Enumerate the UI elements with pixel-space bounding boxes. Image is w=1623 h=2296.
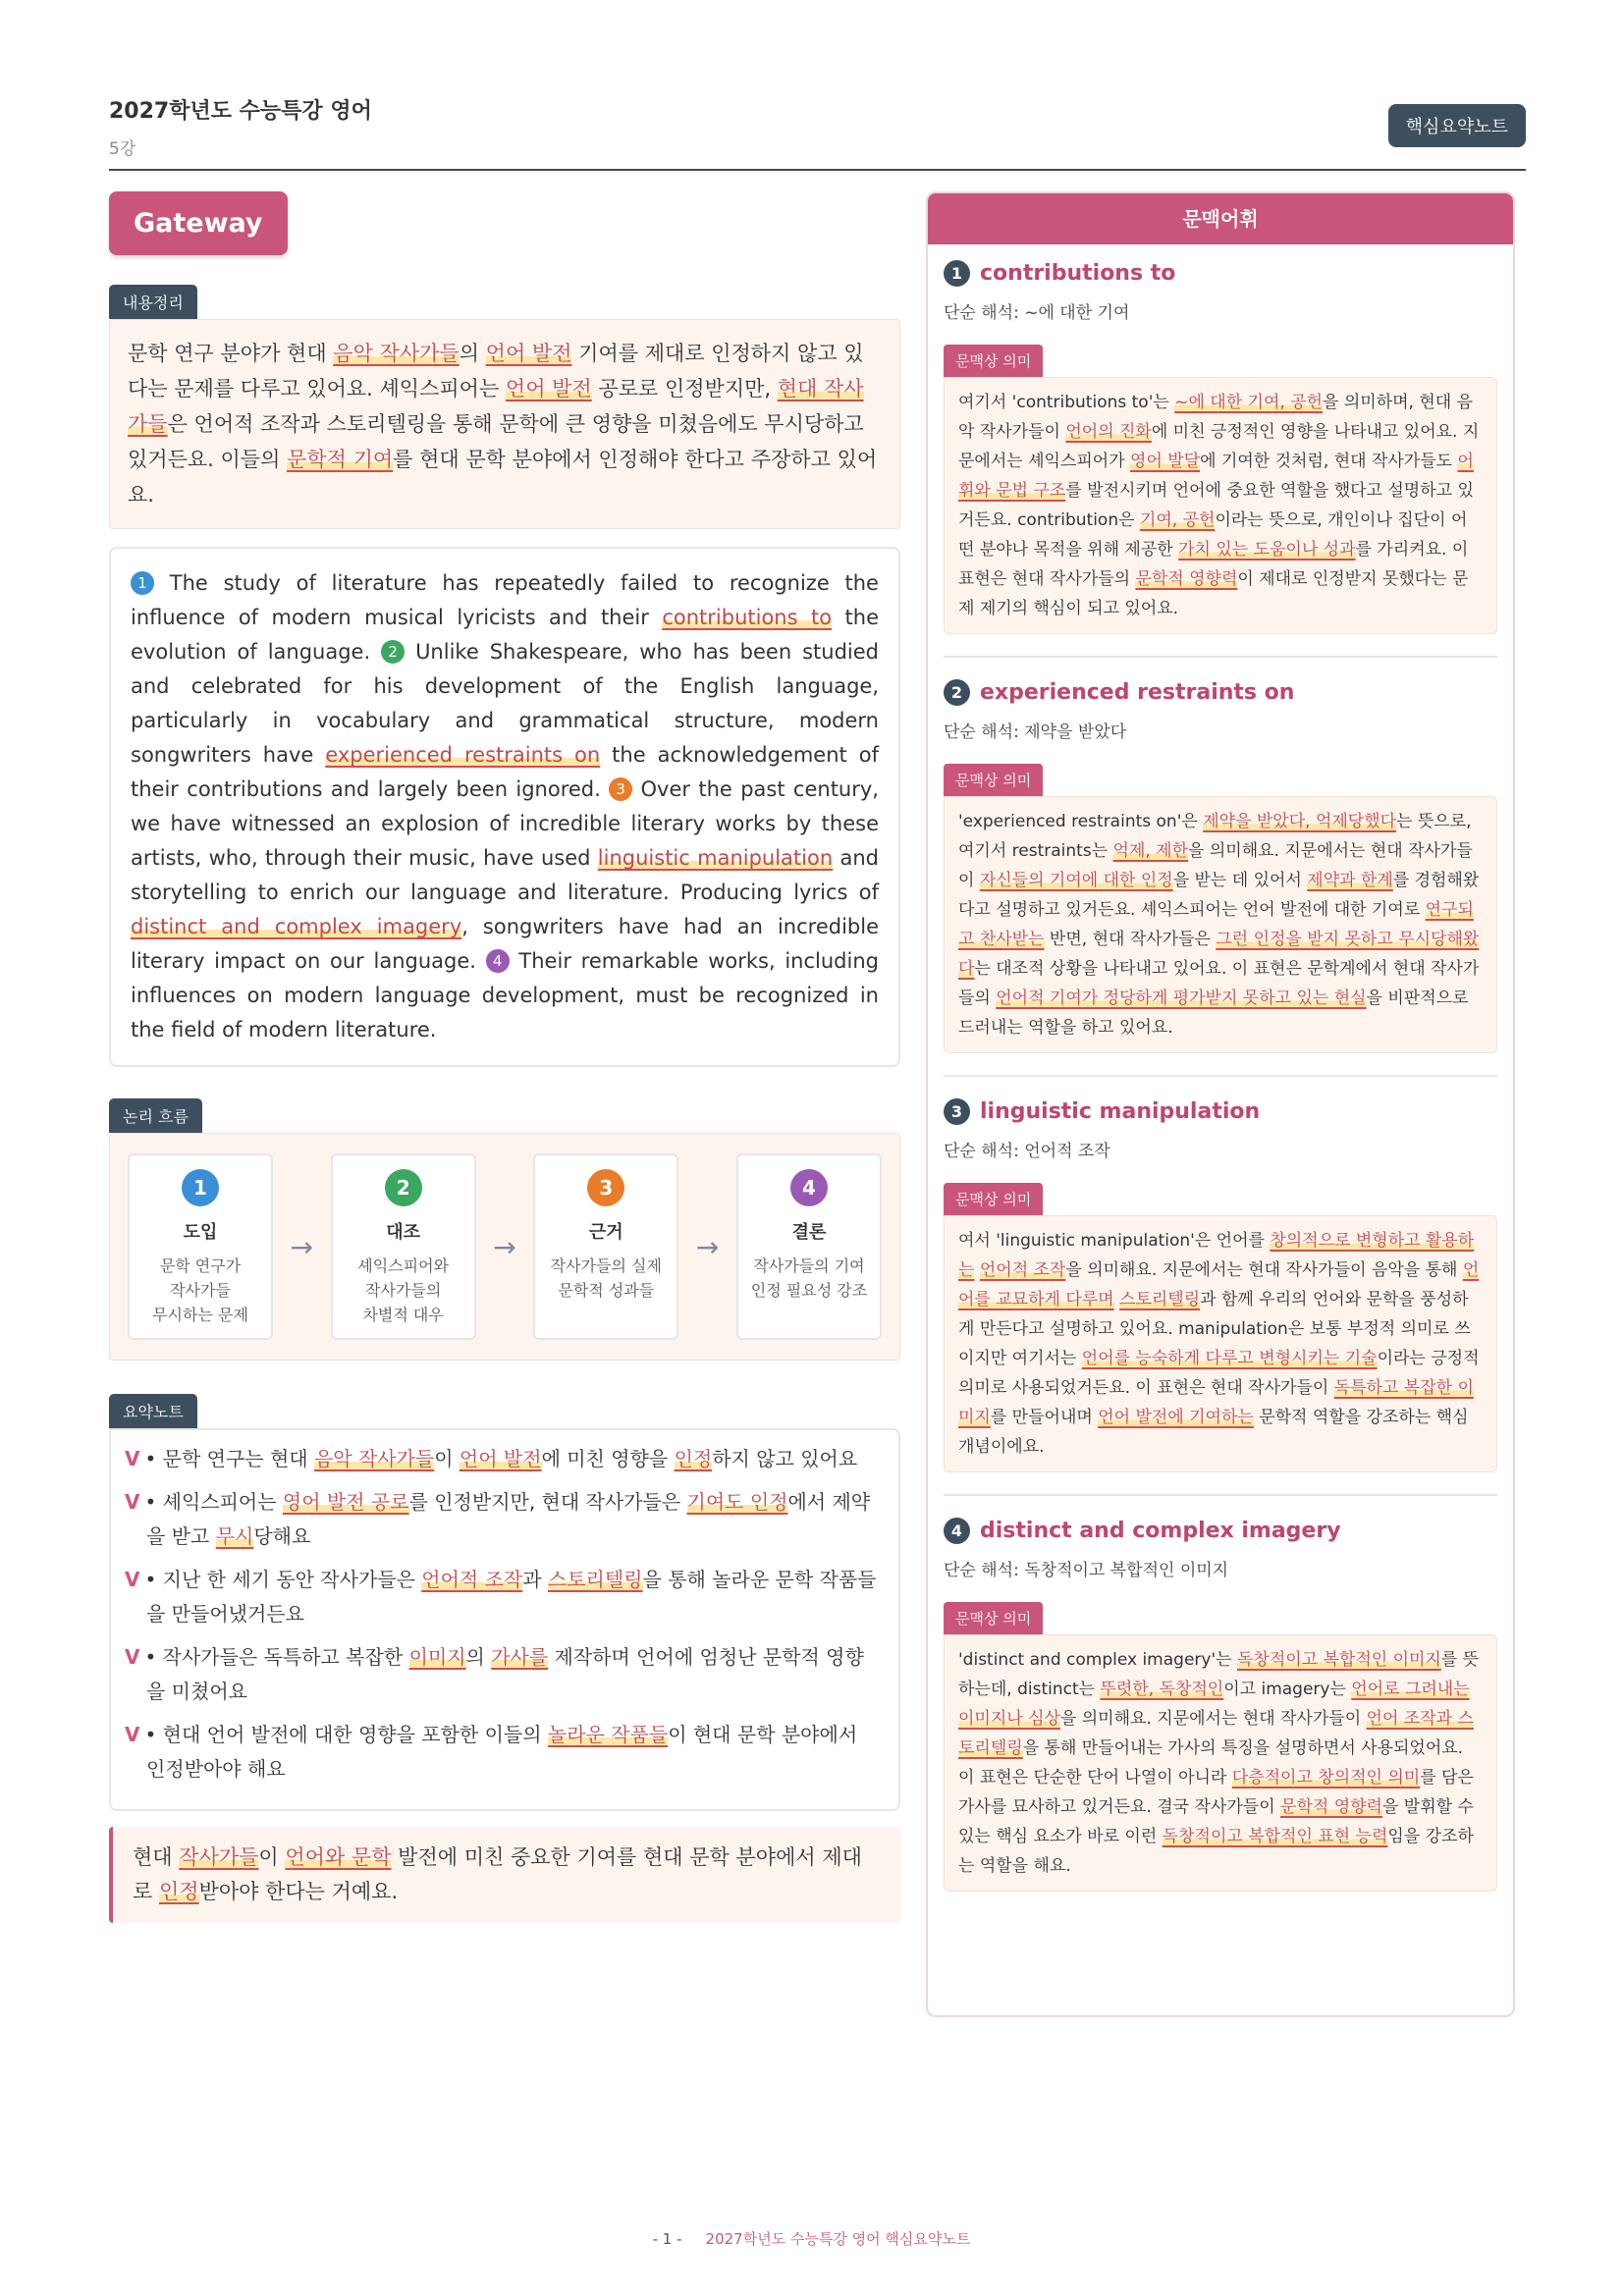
- vocab-simple-meaning: 단순 해석: 언어적 조작: [944, 1142, 1110, 1161]
- page-footer: [0, 2228, 1623, 2249]
- check-mark-icon: V: [125, 1723, 140, 1746]
- flow-step-title: 도입: [183, 1222, 218, 1243]
- flow-step-1: [128, 1153, 273, 1340]
- vocab-number: 2: [944, 679, 970, 706]
- check-mark-icon: V: [125, 1490, 140, 1514]
- phrase-distinct-and-complex-imagery: distinct and complex imagery: [131, 915, 462, 938]
- header-badge: 핵심요약노트: [1388, 104, 1526, 147]
- note-item: V • 문학 연구는 현대 음악 작사가들이 언어 발전에 미친 영향을 인정하지 않고 있어요: [125, 1447, 858, 1470]
- arrow-right-icon: →: [695, 1230, 720, 1263]
- passage-text: 1 The study of literature has repeatedly failed to recognize the influence of modern musical lyricists and their contributions to the evolution of language. 2 Unlike Shakespeare, who has been studied and celebrated for his development of the English language, particularly in vocabulary and grammatical structure, modern songwriters have experienced restraints on the acknowledgement of their contributions and largely been ignored. 3 Over the past century, we have witnessed an explosion of incredible literary works by these artists, who, through their music, have used linguistic manipulation and storytelling to enrich our language and literature. Producing lyrics of distinct and complex imagery, songwriters have had an incredible literary impact on our language. 4 Their remarkable works, including influences on modern language development, must be recognized in the field of modern literature.: [109, 547, 900, 1067]
- vocab-simple-meaning: 단순 해석: 제약을 받았다: [944, 722, 1127, 742]
- vocab-item-2: [928, 679, 1513, 1077]
- summary-section: [109, 285, 900, 529]
- flow-step-number: 2: [385, 1169, 422, 1206]
- footer-title: 2027학년도 수능특강 영어 핵심요약노트: [705, 2230, 971, 2248]
- vocab-simple-meaning: 단순 해석: ~에 대한 기여: [944, 303, 1130, 323]
- vocab-number: 4: [944, 1518, 970, 1544]
- flow-step-desc: 작사가들의 기여 인정 필요성 강조: [750, 1256, 868, 1300]
- context-meaning-tag: 문맥상 의미: [944, 1183, 1043, 1215]
- sentence-number-2: 2: [381, 640, 405, 664]
- note-item: V • 지난 한 세기 동안 작사가들은 언어적 조작과 스토리텔링을 통해 놀라운 문학 작품들을 만들어냈거든요: [125, 1568, 877, 1626]
- context-meaning-tag: 문맥상 의미: [944, 1602, 1043, 1634]
- context-meaning-tag: 문맥상 의미: [944, 764, 1043, 796]
- phrase-linguistic-manipulation: linguistic manipulation: [597, 846, 834, 870]
- vocab-item-4: [928, 1518, 1513, 1892]
- flow-section: [109, 1098, 900, 1361]
- context-meaning-text: 'distinct and complex imagery'는 독창적이고 복합적인 이미지를 뜻하는데, distinct는 뚜렷한, 독창적인이고 imagery는 언어로 그려내는 이미지나 심상을 의미해요. 지문에서는 현대 작사가들이 언어 조작과 스토리텔링을 통해 만들어내는 가사의 특징을 설명하면서 사용되었어요. 이 표현은 단순한 단어 나열이 아니라 다층적이고 창의적인 의미를 담은 가사를 묘사하고 있거든요. 결국 작사가들이 문학적 영향력을 발휘할 수 있는 핵심 요소가 바로 이런 독창적이고 복합적인 표현 능력임을 강조하는 역할을 해요.: [944, 1634, 1497, 1892]
- vocab-term: linguistic manipulation: [980, 1099, 1261, 1124]
- arrow-right-icon: →: [290, 1230, 314, 1263]
- check-mark-icon: V: [125, 1568, 140, 1591]
- flow-diagram: [109, 1133, 900, 1361]
- check-mark-icon: V: [125, 1645, 140, 1669]
- note-item: V • 현대 언어 발전에 대한 영향을 포함한 이들의 놀라운 작품들이 현대 문학 분야에서 인정받아야 해요: [125, 1723, 858, 1781]
- context-meaning-text: 'experienced restraints on'은 제약을 받았다, 억제당했다는 뜻으로, 여기서 restraints는 억제, 제한을 의미해요. 지문에서는 현대 작사가들이 자신들의 기여에 대한 인정을 받는 데 있어서 제약과 한계를 경험해왔다고 설명하고 있거든요. 셰익스피어는 언어 발전에 대한 기여로 연구되고 찬사받는 반면, 현대 작사가들은 그런 인정을 받지 못하고 무시당해왔다는 대조적 상황을 나타내고 있어요. 이 표현은 문학계에서 현대 작사가들의 언어적 기여가 정당하게 평가받지 못하고 있는 현실을 비판적으로 드러내는 역할을 하고 있어요.: [944, 796, 1497, 1053]
- vocab-term: contributions to: [980, 261, 1176, 286]
- flow-step-desc: 셰익스피어와 작사가들의 차별적 대우: [357, 1256, 450, 1324]
- check-mark-icon: V: [125, 1447, 140, 1470]
- document-title: 2027학년도 수능특강 영어: [109, 99, 372, 124]
- vocab-item-3: [928, 1098, 1513, 1496]
- context-meaning-tag: 문맥상 의미: [944, 345, 1043, 377]
- flow-step-number: 3: [587, 1169, 624, 1206]
- vocab-panel-title: 문맥어휘: [928, 193, 1513, 244]
- page-number: - 1 -: [652, 2230, 682, 2248]
- note-item: V • 셰익스피어는 영어 발전 공로를 인정받지만, 현대 작사가들은 기여도 인정에서 제약을 받고 무시당해요: [125, 1490, 871, 1548]
- vocab-panel: [926, 191, 1515, 2017]
- notes-section: [109, 1394, 900, 1811]
- divider: [944, 1494, 1497, 1496]
- flow-step-desc: 문학 연구가 작사가들 무시하는 문제: [152, 1256, 248, 1324]
- conclusion-box: 현대 작사가들이 언어와 문학 발전에 미친 중요한 기여를 현대 문학 분야에서 제대로 인정받아야 한다는 거예요.: [109, 1827, 900, 1923]
- notes-tag: 요약노트: [109, 1394, 197, 1428]
- flow-step-title: 근거: [588, 1222, 623, 1243]
- flow-step-number: 4: [790, 1169, 828, 1206]
- sentence-number-4: 4: [486, 949, 510, 973]
- flow-step-2: [331, 1153, 476, 1340]
- phrase-experienced-restraints-on: experienced restraints on: [325, 743, 601, 767]
- context-meaning-text: 여기서 'contributions to'는 ~에 대한 기여, 공헌을 의미하며, 현대 음악 작사가들이 언어의 진화에 미친 긍정적인 영향을 나타내고 있어요. 지문에서는 셰익스피어가 영어 발달에 기여한 것처럼, 현대 작사가들도 어휘와 문법 구조를 발전시키며 언어에 중요한 역할을 했다고 설명하고 있거든요. contribution은 기여, 공헌이라는 뜻으로, 개인이나 집단이 어떤 분야나 목적을 위해 제공한 가치 있는 도움이나 성과를 가리켜요. 이 표현은 현대 작사가들의 문학적 영향력이 제대로 인정받지 못했다는 문제 제기의 핵심이 되고 있어요.: [944, 377, 1497, 634]
- flow-step-title: 결론: [791, 1222, 827, 1243]
- vocab-simple-meaning: 단순 해석: 독창적이고 복합적인 이미지: [944, 1561, 1229, 1580]
- vocab-number: 1: [944, 260, 970, 287]
- summary-text: 문학 연구 분야가 현대 음악 작사가들의 언어 발전 기여를 제대로 인정하지 않고 있다는 문제를 다루고 있어요. 셰익스피어는 언어 발전 공로로 인정받지만, 현대 작사가들은 언어적 조작과 스토리텔링을 통해 문학에 큰 영향을 미쳤음에도 무시당하고 있거든요. 이들의 문학적 기여를 현대 문학 분야에서 인정해야 한다고 주장하고 있어요.: [109, 319, 900, 529]
- context-meaning-text: 여서 'linguistic manipulation'은 언어를 창의적으로 변형하고 활용하는 언어적 조작을 의미해요. 지문에서는 현대 작사가들이 음악을 통해 언어를 교묘하게 다루며 스토리텔링과 함께 우리의 언어와 문학을 풍성하게 만든다고 설명하고 있어요. manipulation은 보통 부정적 의미로 쓰이지만 여기서는 언어를 능숙하게 다루고 변형시키는 기술이라는 긍정적 의미로 사용되었거든요. 이 표현은 현대 작사가들이 독특하고 복잡한 이미지를 만들어내며 언어 발전에 기여하는 문학적 역할을 강조하는 핵심 개념이에요.: [944, 1215, 1497, 1472]
- vocab-item-1: [928, 244, 1513, 658]
- page-header: [109, 94, 1526, 171]
- phrase-contributions-to: contributions to: [662, 606, 833, 629]
- divider: [944, 1075, 1497, 1077]
- vocab-term: experienced restraints on: [980, 680, 1295, 705]
- flow-tag: 논리 흐름: [109, 1098, 202, 1133]
- flow-step-desc: 작사가들의 실제 문학적 성과들: [550, 1256, 662, 1300]
- flow-step-number: 1: [182, 1169, 219, 1206]
- gateway-label: Gateway: [109, 191, 288, 255]
- arrow-right-icon: →: [493, 1230, 516, 1263]
- note-item: V • 작사가들은 독특하고 복잡한 이미지의 가사를 제작하며 언어에 엄청난 문학적 영향을 미쳤어요: [125, 1645, 864, 1703]
- sentence-number-1: 1: [131, 571, 154, 595]
- vocab-number: 3: [944, 1098, 970, 1125]
- lesson-number: 5강: [109, 139, 136, 159]
- left-column: [109, 191, 900, 1923]
- sentence-number-3: 3: [609, 777, 632, 801]
- flow-step-3: [533, 1153, 678, 1340]
- summary-notes: [109, 1428, 900, 1811]
- flow-step-title: 대조: [386, 1222, 421, 1243]
- vocab-term: distinct and complex imagery: [980, 1519, 1341, 1543]
- summary-tag: 내용정리: [109, 285, 197, 319]
- flow-step-4: [736, 1153, 882, 1340]
- divider: [944, 656, 1497, 658]
